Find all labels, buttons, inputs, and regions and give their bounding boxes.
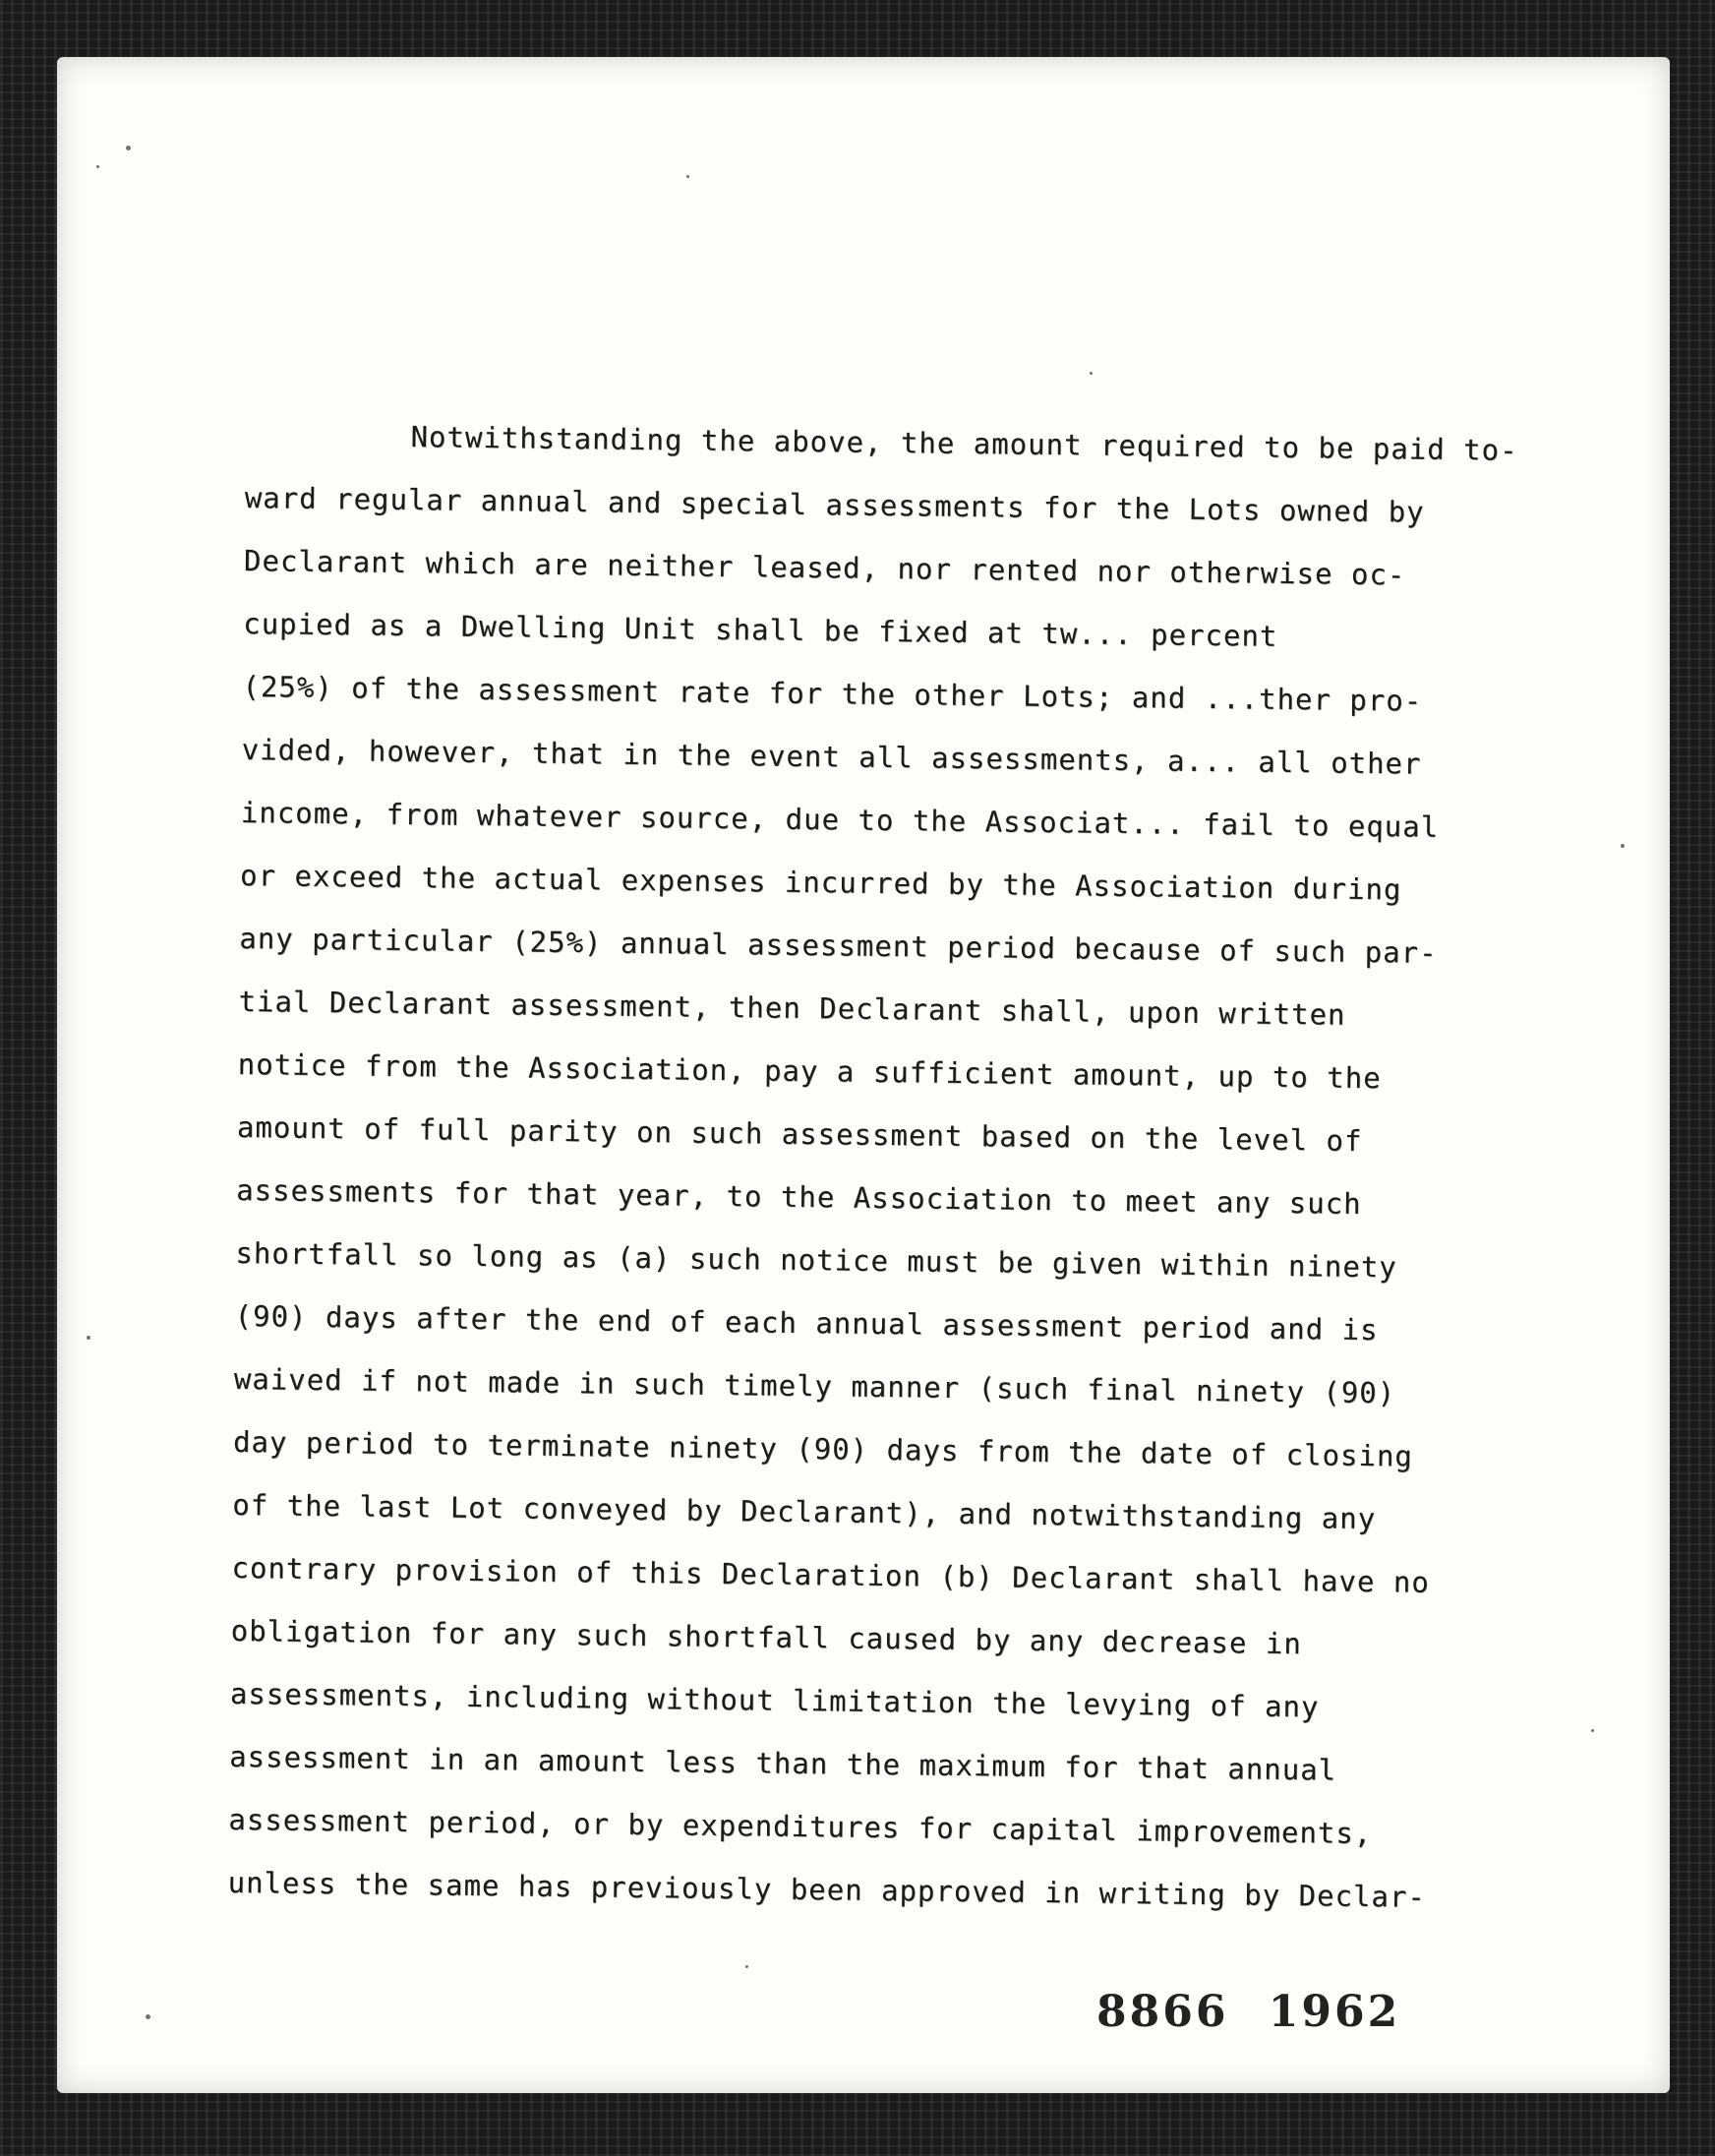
paragraph-line: assessments for that year, to the Association to meet any such [236, 1172, 1362, 1221]
paragraph-line: contrary provision of this Declaration (b) Declarant shall have no [231, 1550, 1430, 1599]
declaration-paragraph [227, 403, 1583, 1931]
paragraph-line: any particular (25%) annual assessment period because of such par- [239, 921, 1438, 970]
paragraph-line: cupied as a Dwelling Unit shall be fixed at tw... percent [243, 606, 1278, 653]
paragraph-line: (25%) of the assessment rate for the other Lots; and ...ther pro- [242, 669, 1423, 718]
paragraph-line: waived if not made in such timely manner (such final ninety (90) [233, 1361, 1396, 1410]
paragraph-line: assessments, including without limitation the levying of any [229, 1676, 1320, 1724]
paragraph-line: amount of full parity on such assessment based on the level of [236, 1109, 1363, 1158]
paragraph-line: unless the same has previously been approved in writing by Declar- [227, 1865, 1427, 1914]
paragraph-line: Notwithstanding the above, the amount required to be paid to- [410, 420, 1518, 467]
paragraph-line: of the last Lot conveyed by Declarant), and notwithstanding any [232, 1487, 1377, 1536]
paragraph-line: obligation for any such shortfall caused by any decrease in [230, 1613, 1302, 1661]
paragraph-line: notice from the Association, pay a sufficient amount, up to the [237, 1047, 1382, 1096]
paragraph-line: day period to terminate ninety (90) days from the date of closing [232, 1424, 1414, 1473]
paragraph-line: vided, however, that in the event all assessments, a... all other [241, 732, 1422, 781]
paragraph-line: (90) days after the end of each annual assessment period and is [234, 1298, 1379, 1348]
page-number: 8866 1962 [1096, 1987, 1401, 2037]
paragraph-line: shortfall so long as (a) such notice must be given within ninety [235, 1235, 1397, 1285]
paragraph-line: income, from whatever source, due to the Associat... fail to equal [240, 795, 1440, 844]
paragraph-line: assessment in an amount less than the maximum for that annual [228, 1739, 1337, 1787]
paragraph-line: ward regular annual and special assessments for the Lots owned by [244, 480, 1425, 529]
paragraph-line: or exceed the actual expenses incurred by the Association during [239, 858, 1402, 907]
paragraph-line: tial Declarant assessment, then Declarant shall, upon written [238, 984, 1346, 1032]
paragraph-line: Declarant which are neither leased, nor rented nor otherwise oc- [243, 543, 1406, 592]
paragraph-line: assessment period, or by expenditures for capital improvements, [228, 1802, 1373, 1851]
